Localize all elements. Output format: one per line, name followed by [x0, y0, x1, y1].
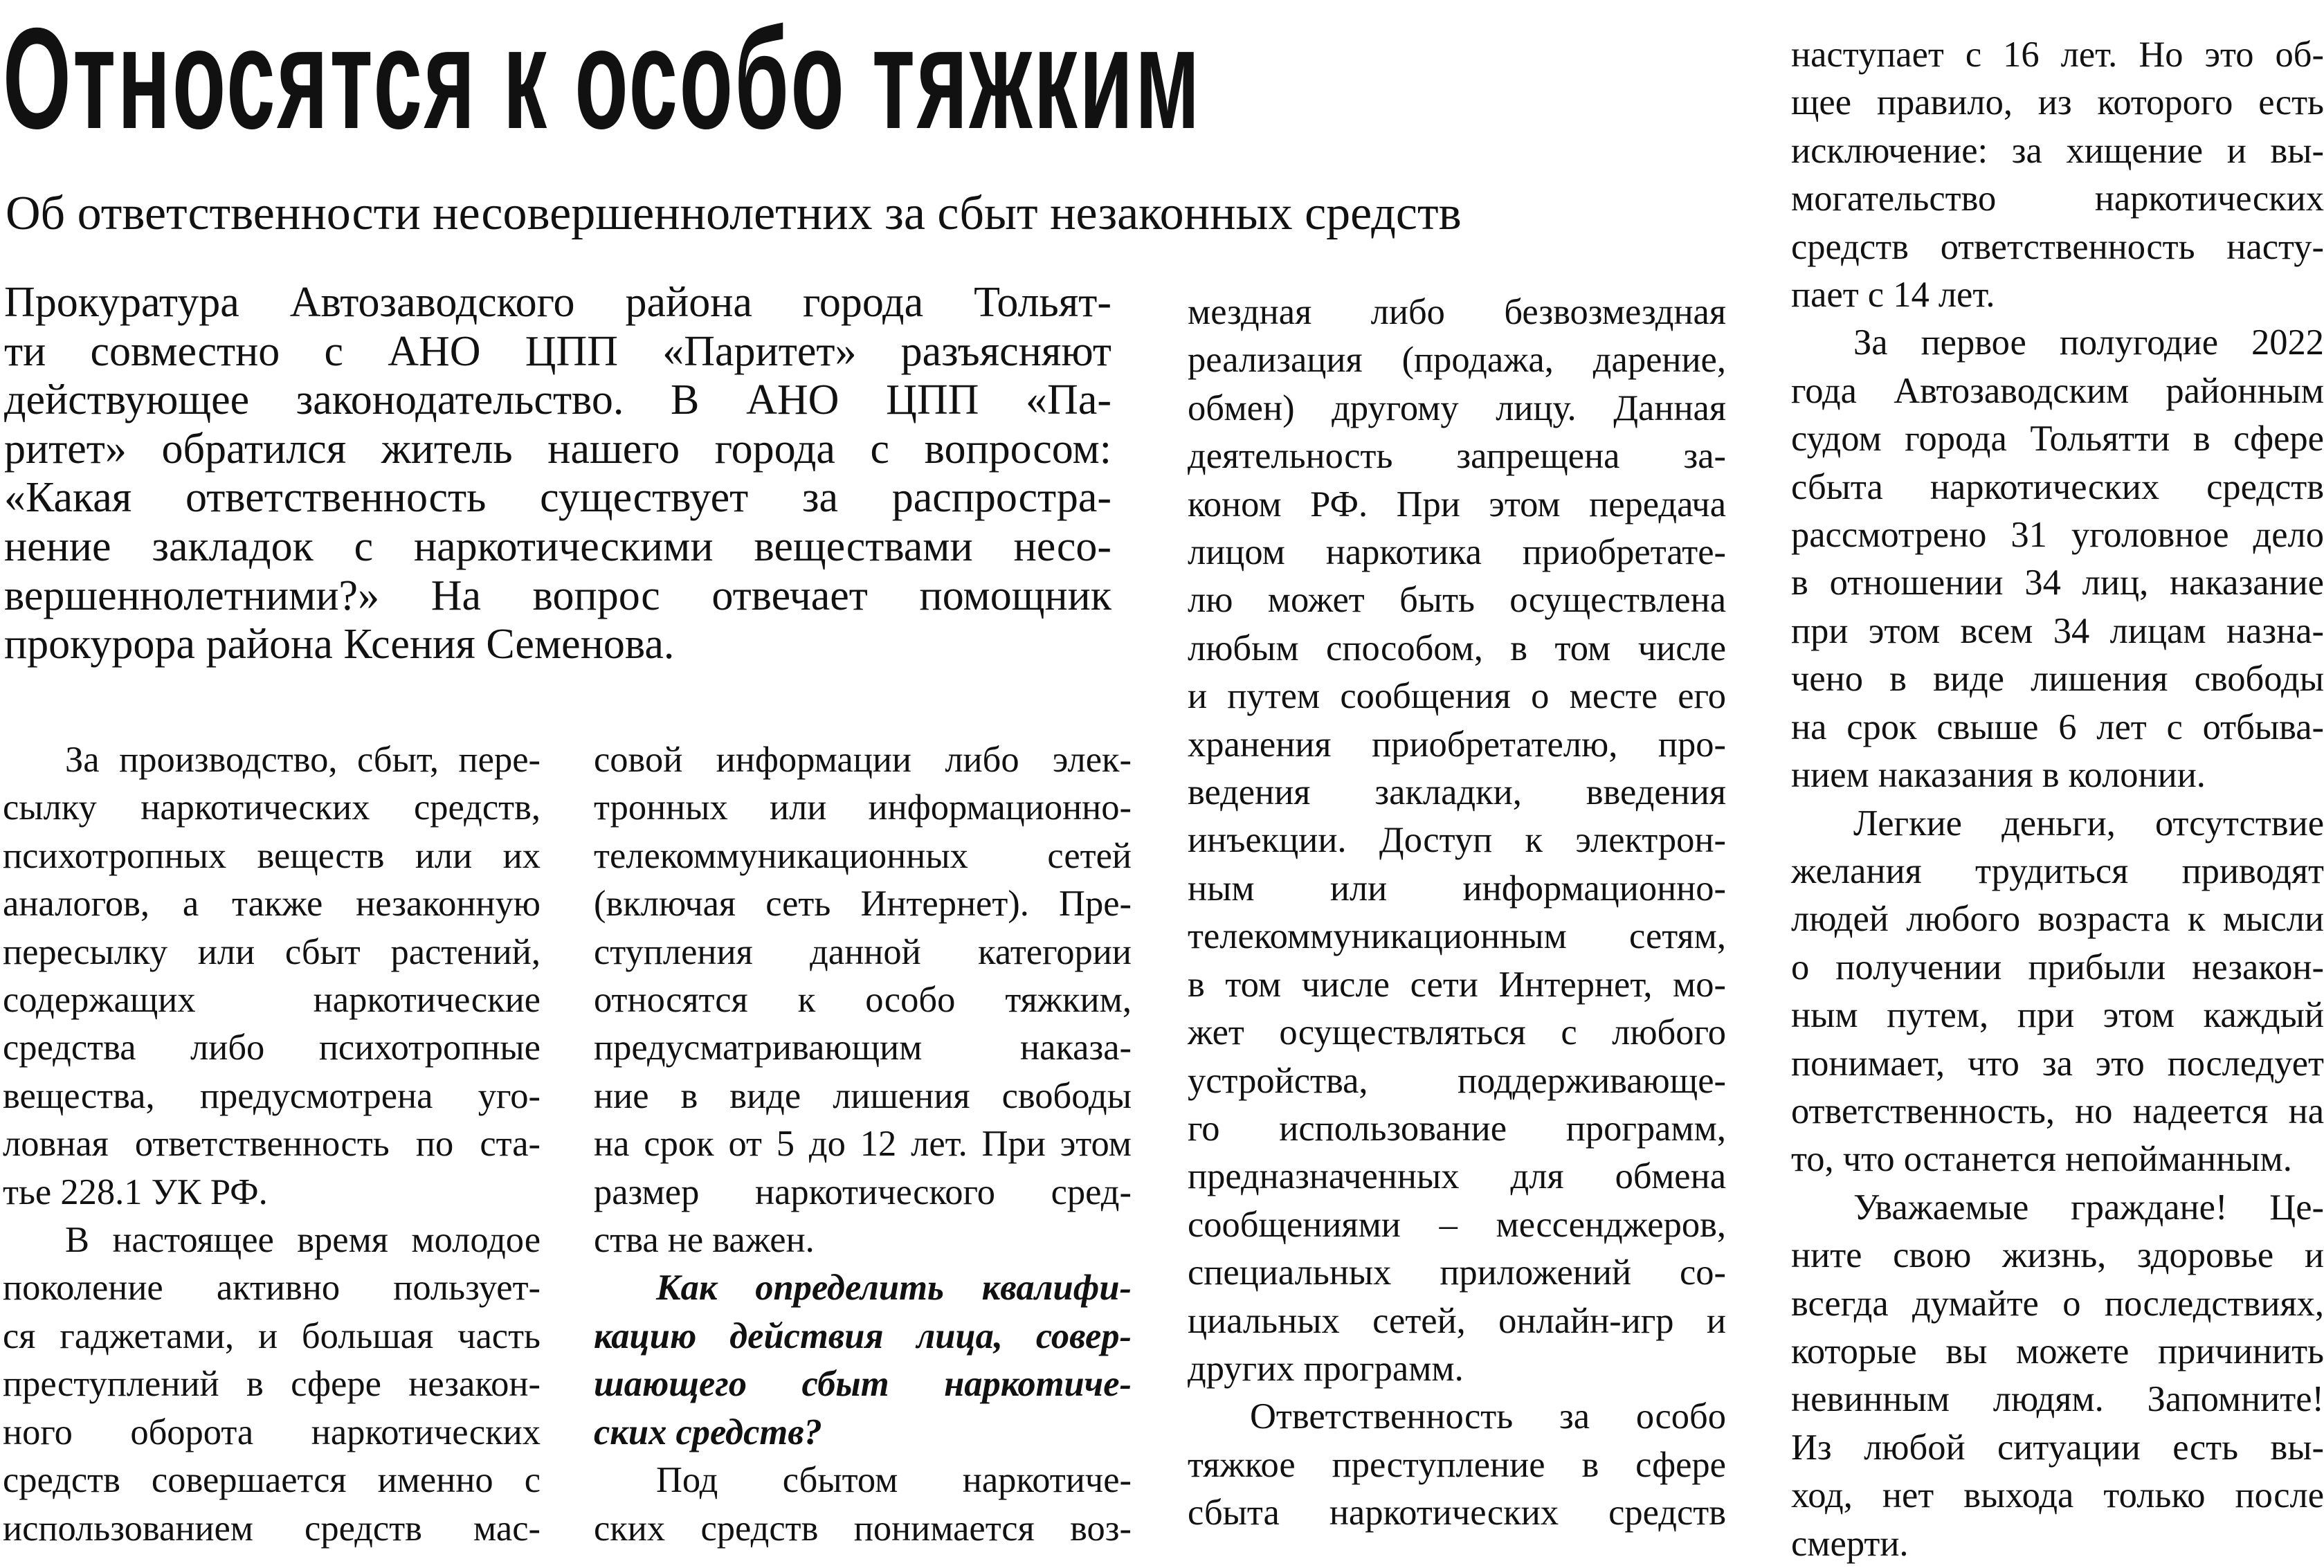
body-line: го использование программ, — [1188, 1108, 1726, 1149]
body-line: невинным людям. Запомните! — [1791, 1379, 2324, 1420]
lead-line: ритет» обратился житель нашего города с вопросом: — [4, 425, 1111, 473]
body-line: Ответственность за особо — [1250, 1396, 1726, 1437]
body-line: тронных или информационно- — [594, 787, 1132, 828]
body-column-2 — [594, 736, 1132, 1553]
subheading-question-line: кацию действия лица, совер- — [594, 1315, 1132, 1356]
body-line: исключение: за хищение и вы- — [1791, 130, 2324, 171]
body-line: (включая сеть Интернет). Пре- — [594, 884, 1132, 924]
body-line: на срок свыше 6 лет с отбыва- — [1791, 706, 2324, 747]
body-line: размер наркотического сред- — [594, 1172, 1132, 1212]
body-line: циальных сетей, онлайн-игр и — [1188, 1300, 1726, 1341]
body-line: ступления данной категории — [594, 931, 1132, 972]
body-line: Из любой ситуации есть вы- — [1791, 1427, 2324, 1468]
body-line: предназначенных для обмена — [1188, 1156, 1726, 1197]
body-line: чено в виде лишения свободы — [1791, 659, 2324, 700]
body-line: года Автозаводским районным — [1791, 370, 2324, 411]
body-line: совой информации либо элек- — [594, 740, 1132, 780]
body-line: пает с 14 лет. — [1791, 275, 1995, 316]
body-line: лю может быть осуществлена — [1188, 580, 1726, 621]
body-column-4 — [1791, 31, 2324, 1568]
article-lead — [4, 278, 1111, 669]
body-line: желания трудиться приводят — [1791, 850, 2324, 891]
body-line: ловная ответственность по ста- — [3, 1124, 541, 1165]
body-line: ства не важен. — [594, 1220, 815, 1261]
body-line: Под сбытом наркотиче- — [656, 1460, 1132, 1501]
body-line: средств ответственность насту- — [1791, 226, 2324, 267]
subheading-question-line: шающего сбыт наркотиче- — [594, 1364, 1132, 1405]
body-line: хранения приобретателю, про- — [1188, 724, 1726, 765]
body-line: тье 228.1 УК РФ. — [3, 1172, 268, 1212]
body-line: аналогов, а также незаконную — [3, 884, 541, 924]
lead-line: ти совместно с АНО ЦПП «Паритет» разъясняют — [4, 327, 1111, 375]
body-line: других программ. — [1188, 1348, 1464, 1389]
article-headline: Относятся к особо тяжким — [3, 0, 1202, 159]
subheading-question-line: ских средств? — [594, 1412, 822, 1452]
lead-line: «Какая ответственность существует за распростра- — [4, 474, 1111, 522]
body-line: любым способом, в том числе — [1188, 628, 1726, 668]
body-line: Легкие деньги, отсутствие — [1853, 803, 2324, 844]
body-line: Уважаемые граждане! Це- — [1853, 1187, 2324, 1228]
body-line: ного оборота наркотических — [3, 1412, 541, 1452]
body-line: За первое полугодие 2022 — [1853, 322, 2324, 363]
body-line: вещества, предусмотрена уго- — [3, 1075, 541, 1116]
body-line: устройства, поддерживающе- — [1188, 1060, 1726, 1101]
body-line: ся гаджетами, и большая часть — [3, 1315, 541, 1356]
lead-line: действующее законодательство. В АНО ЦПП «Па- — [4, 376, 1111, 424]
body-line: телекоммуникационных сетей — [594, 835, 1132, 876]
body-line: мездная либо безвозмездная — [1188, 292, 1726, 332]
body-line: коном РФ. При этом передача — [1188, 484, 1726, 525]
body-line: ведения закладки, введения — [1188, 772, 1726, 813]
body-line: В настоящее время молодое — [65, 1220, 541, 1261]
body-line: специальных приложений со- — [1188, 1252, 1726, 1293]
body-line: средства либо психотропные — [3, 1028, 541, 1068]
body-line: телекоммуникационным сетям, — [1188, 916, 1726, 957]
body-line: сылку наркотических средств, — [3, 787, 541, 828]
body-line: преступлений в сфере незакон- — [3, 1364, 541, 1405]
body-line: смерти. — [1791, 1523, 1909, 1564]
lead-line: Прокуратура Автозаводского района города Тольят- — [4, 279, 1111, 326]
body-line: тяжкое преступление в сфере — [1188, 1444, 1726, 1485]
article-subheadline: Об ответственности несовершеннолетних за сбыт незаконных средств — [6, 187, 1462, 240]
body-line: ние в виде лишения свободы — [594, 1075, 1132, 1116]
body-line: средств совершается именно с — [3, 1460, 541, 1501]
body-line: предусматривающим наказа- — [594, 1028, 1132, 1068]
lead-line: прокурора района Ксения Семенова. — [4, 621, 675, 668]
body-line: на срок от 5 до 12 лет. При этом — [594, 1124, 1132, 1165]
body-line: нием наказания в колонии. — [1791, 755, 2206, 796]
body-line: всегда думайте о последствиях, — [1791, 1283, 2324, 1324]
body-line: жет осуществляться с любого — [1188, 1012, 1726, 1053]
body-line: сбыта наркотических средств — [1188, 1493, 1726, 1533]
lead-line: нение закладок с наркотическими веществами несо- — [4, 522, 1111, 570]
body-line: сбыта наркотических средств — [1791, 466, 2324, 507]
body-column-1 — [3, 736, 541, 1553]
lead-line: вершеннолетними?» На вопрос отвечает помощник — [4, 572, 1111, 619]
body-line: ным путем, при этом каждый — [1791, 995, 2324, 1036]
body-line: поколение активно пользует- — [3, 1268, 541, 1309]
body-line: относятся к особо тяжким, — [594, 980, 1132, 1021]
body-line: при этом всем 34 лицам назна- — [1791, 610, 2324, 651]
body-line: могательство наркотических — [1791, 179, 2324, 219]
body-line: реализация (продажа, дарение, — [1188, 340, 1726, 381]
body-line: сообщениями – мессенджеров, — [1188, 1204, 1726, 1245]
body-line: лицом наркотика приобретате- — [1188, 532, 1726, 573]
body-line: ните свою жизнь, здоровье и — [1791, 1235, 2324, 1276]
body-line: обмен) другому лицу. Данная — [1188, 388, 1726, 428]
subheading-question-line: Как определить квалифи- — [656, 1268, 1132, 1309]
body-line: ских средств понимается воз- — [594, 1508, 1132, 1549]
body-line: которые вы можете причинить — [1791, 1331, 2324, 1371]
body-line: и путем сообщения о месте его — [1188, 676, 1726, 717]
body-line: рассмотрено 31 уголовное дело — [1791, 515, 2324, 556]
body-line: в отношении 34 лиц, наказание — [1791, 563, 2324, 603]
body-line: ход, нет выхода только после — [1791, 1475, 2324, 1516]
body-line: щее правило, из которого есть — [1791, 82, 2324, 123]
body-line: в том числе сети Интернет, мо- — [1188, 964, 1726, 1005]
body-line: понимает, что за это последует — [1791, 1043, 2324, 1084]
body-line: наступает с 16 лет. Но это об- — [1791, 35, 2324, 75]
body-line: пересылку или сбыт растений, — [3, 931, 541, 972]
body-line: то, что останется непойманным. — [1791, 1139, 2292, 1180]
body-line: людей любого возраста к мысли — [1791, 899, 2324, 940]
body-line: использованием средств мас- — [3, 1508, 541, 1549]
body-line: деятельность запрещена за- — [1188, 436, 1726, 477]
body-line: содержащих наркотические — [3, 980, 541, 1021]
body-line: судом города Тольятти в сфере — [1791, 419, 2324, 459]
body-line: психотропных веществ или их — [3, 835, 541, 876]
body-line: ным или информационно- — [1188, 868, 1726, 909]
body-line: ответственность, но надеется на — [1791, 1091, 2324, 1131]
body-line: о получении прибыли незакон- — [1791, 947, 2324, 987]
body-column-3 — [1188, 289, 1726, 1538]
body-line: инъекции. Доступ к электрон- — [1188, 820, 1726, 861]
body-line: За производство, сбыт, пере- — [65, 740, 541, 780]
